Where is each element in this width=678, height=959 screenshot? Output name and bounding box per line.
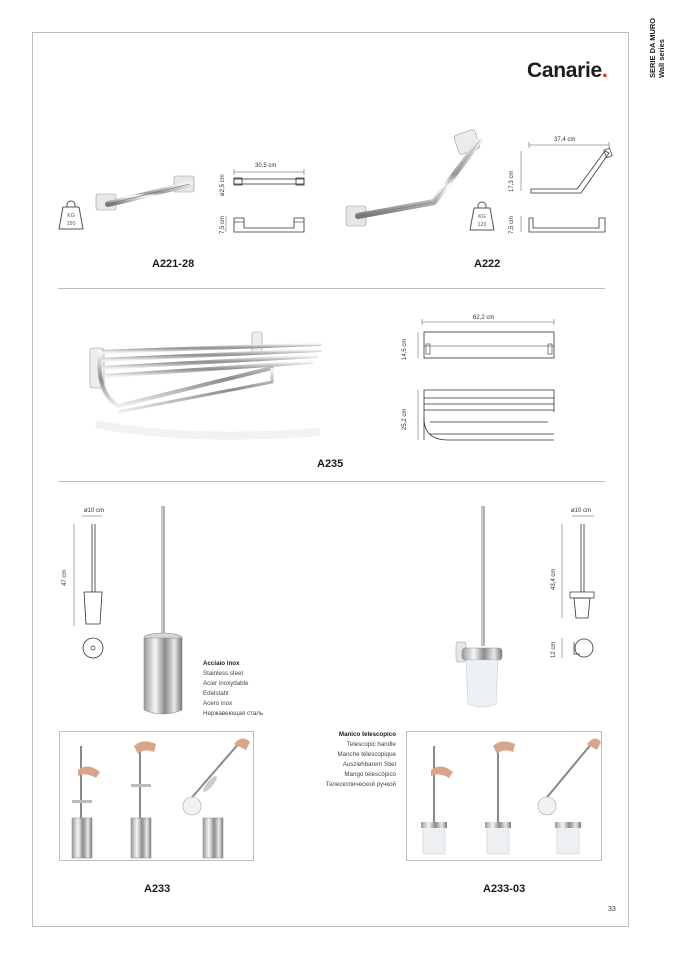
a233-material-block (203, 659, 263, 719)
a233-material-line: Stainless steel (203, 670, 243, 677)
a233-material-line: Edelstahl (203, 690, 229, 697)
a235-product-image (66, 322, 328, 446)
a235-width-dim: 62,2 cm (473, 315, 495, 321)
a233-product-code: A233 (144, 883, 171, 895)
a233-03-handle-block (300, 730, 396, 790)
a221-top-view-drawing (232, 168, 308, 192)
a222-front-view-drawing (527, 212, 607, 236)
a235-height-dim: 25,2 cm (402, 408, 408, 430)
a221-product-image (94, 172, 204, 222)
a233-material-line: Нержавеющая сталь (203, 710, 263, 717)
a222-product-code: A222 (474, 258, 501, 270)
a233-material-line: Acero inox (203, 700, 233, 707)
a221-load-badge (58, 201, 84, 231)
a233-usage-illustration (60, 732, 255, 862)
a221-load-value: 150 (66, 221, 76, 227)
a235-product-code: A235 (317, 458, 344, 470)
a233-03-side-view-drawing (560, 512, 610, 672)
a222-load-unit: KG (478, 214, 486, 220)
a233-diameter-dim: ø10 cm (84, 508, 105, 514)
a233-03-product-code: A233-03 (483, 883, 526, 895)
a233-material-line: Acier inoxydable (203, 680, 249, 687)
a222-load-badge (469, 202, 495, 232)
a221-depth-dim: 7,5 cm (220, 215, 226, 234)
a233-03-depth-dim: 12 cm (551, 641, 557, 658)
a233-product-image (138, 504, 190, 720)
page-number: 33 (608, 906, 616, 913)
a221-width-dim: 30,5 cm (255, 163, 277, 169)
a221-load-unit: KG (67, 213, 75, 219)
series-title-it: SERIE DA MURO (648, 17, 657, 78)
a222-depth-dim: 7,5 cm (509, 215, 515, 234)
a221-product-code: A221-28 (152, 258, 195, 270)
a235-front-view-drawing (418, 384, 560, 446)
a222-product-image (340, 128, 490, 232)
a233-03-diameter-dim: ø10 cm (571, 508, 592, 514)
a235-depth-dim: 14,5 cm (402, 338, 408, 360)
a221-front-view-drawing (232, 212, 308, 236)
a233-03-handle-line: Телескопической ручкой (325, 781, 396, 788)
a233-usage-panel (59, 731, 254, 861)
series-side-label (648, 18, 672, 88)
a233-height-dim: 47 cm (62, 569, 68, 586)
section-divider-2 (58, 481, 605, 482)
a233-03-handle-line: Manche télescopique (337, 751, 396, 758)
a233-03-handle-line: Mango telescópico (344, 771, 396, 778)
a235-top-view-drawing (418, 318, 560, 364)
a233-03-handle-title: Manico telescopico (338, 731, 396, 738)
a233-03-product-image (448, 504, 518, 714)
a233-material-title: Acciaio inox (203, 660, 240, 667)
a233-03-usage-illustration (407, 732, 603, 862)
a222-width-dim: 37,4 cm (554, 137, 576, 143)
a222-load-value: 120 (477, 222, 487, 228)
a233-03-handle-line: Telescopic handle (346, 741, 396, 748)
a222-side-view-drawing (527, 141, 615, 195)
a233-side-view-drawing (70, 512, 110, 662)
a233-03-usage-panel (406, 731, 602, 861)
series-title-en: Wall series (657, 39, 666, 78)
section-divider-1 (58, 288, 605, 289)
a221-diameter-dim: ø2,5 cm (220, 174, 226, 196)
a222-height-dim: 17,3 cm (509, 170, 515, 192)
a233-03-height-dim: 43,4 cm (551, 568, 557, 590)
brand-logo: Canarie. (527, 59, 608, 82)
a233-03-handle-line: Ausziehbarem Stiel (342, 761, 396, 768)
